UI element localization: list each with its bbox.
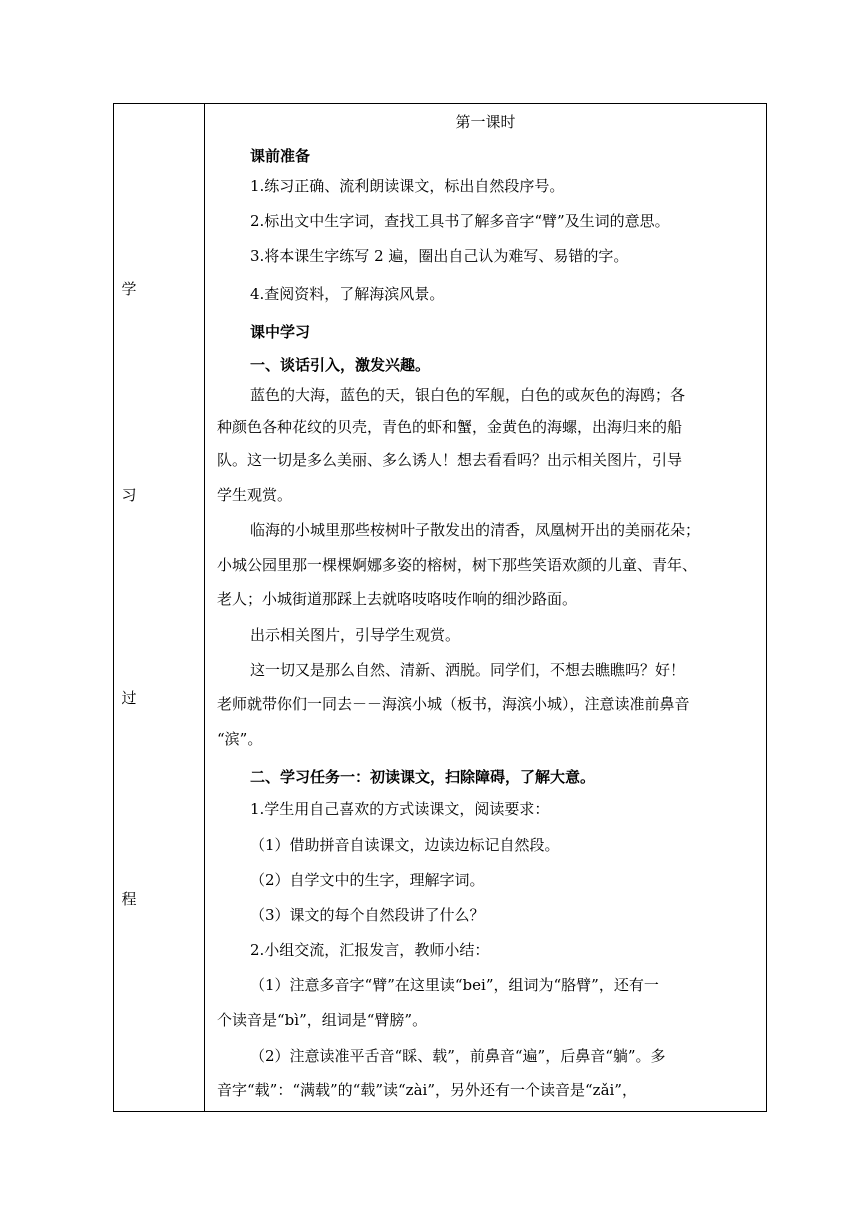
paragraph-line: （2）自学文中的生字，理解字词。: [250, 871, 485, 889]
label-column: [114, 104, 205, 1111]
prep-item: 1.练习正确、流利朗读课文，标出自然段序号。: [250, 177, 565, 195]
paragraph-line: 音字“载”：“满载”的“载”读“zài”，另外还有一个读音是“zǎi”，: [217, 1081, 637, 1099]
paragraph-line: “滨”。: [217, 730, 263, 748]
paragraph-line: 队。这一切是多么美丽、多么诱人！想去看看吗？出示相关图片，引导: [217, 451, 683, 469]
prep-title: 课前准备: [250, 147, 311, 165]
part2-title: 二、学习任务一：初读课文，扫除障碍，了解大意。: [250, 768, 596, 786]
label-char-2: 习: [121, 486, 137, 504]
paragraph-line: 小城公园里那一棵棵婀娜多姿的榕树，树下那些笑语欢颜的儿童、青年、: [217, 556, 698, 574]
prep-item: 3.将本课生字练写 2 遍，圈出自己认为难写、易错的字。: [250, 247, 629, 265]
paragraph-line: 出示相关图片，引导学生观赏。: [250, 626, 461, 644]
paragraph-line: （1）注意多音字“臂”在这里读“bei”，组词为“胳臂”，还有一: [250, 976, 659, 994]
paragraph-line: 2.小组交流，汇报发言，教师小结：: [250, 941, 490, 959]
class-title: 课中学习: [250, 323, 311, 341]
paragraph-line: 这一切又是那么自然、清新、洒脱。同学们，不想去瞧瞧吗？好！: [250, 661, 686, 679]
paragraph-line: 老人；小城街道那踩上去就咯吱咯吱作响的细沙路面。: [217, 590, 578, 608]
prep-item: 2.标出文中生字词，查找工具书了解多音字“臂”及生词的意思。: [250, 212, 670, 230]
paragraph-line: （3）课文的每个自然段讲了什么？: [250, 906, 485, 924]
paragraph-line: （2）注意读准平舌音“睬、载”，前鼻音“遍”，后鼻音“躺”。多: [250, 1047, 666, 1065]
paragraph-line: 学生观赏。: [217, 486, 293, 504]
prep-item: 4.查阅资料，了解海滨风景。: [250, 285, 445, 303]
lesson-table: [113, 103, 767, 1112]
paragraph-line: 蓝色的大海，蓝色的天，银白色的军舰，白色的或灰色的海鸥；各: [250, 386, 686, 404]
label-char-4: 程: [121, 890, 137, 908]
paragraph-line: 临海的小城里那些桉树叶子散发出的清香，凤凰树开出的美丽花朵；: [250, 521, 701, 539]
paragraph-line: 种颜色各种花纹的贝壳，青色的虾和蟹，金黄色的海螺，出海归来的船: [217, 418, 683, 436]
paragraph-line: 个读音是“bì”，组词是“臂膀”。: [217, 1011, 428, 1029]
paragraph-line: （1）借助拼音自读课文，边读边标记自然段。: [250, 836, 560, 854]
content-column: [205, 104, 766, 1111]
label-char-1: 学: [121, 280, 137, 298]
paragraph-line: 1.学生用自己喜欢的方式读课文，阅读要求：: [250, 800, 550, 818]
label-char-3: 过: [121, 689, 137, 707]
lesson-header: 第一课时: [455, 113, 516, 131]
part1-title: 一、谈话引入，激发兴趣。: [250, 356, 431, 374]
paragraph-line: 老师就带你们一同去－－海滨小城（板书，海滨小城），注意读准前鼻音: [217, 695, 690, 713]
